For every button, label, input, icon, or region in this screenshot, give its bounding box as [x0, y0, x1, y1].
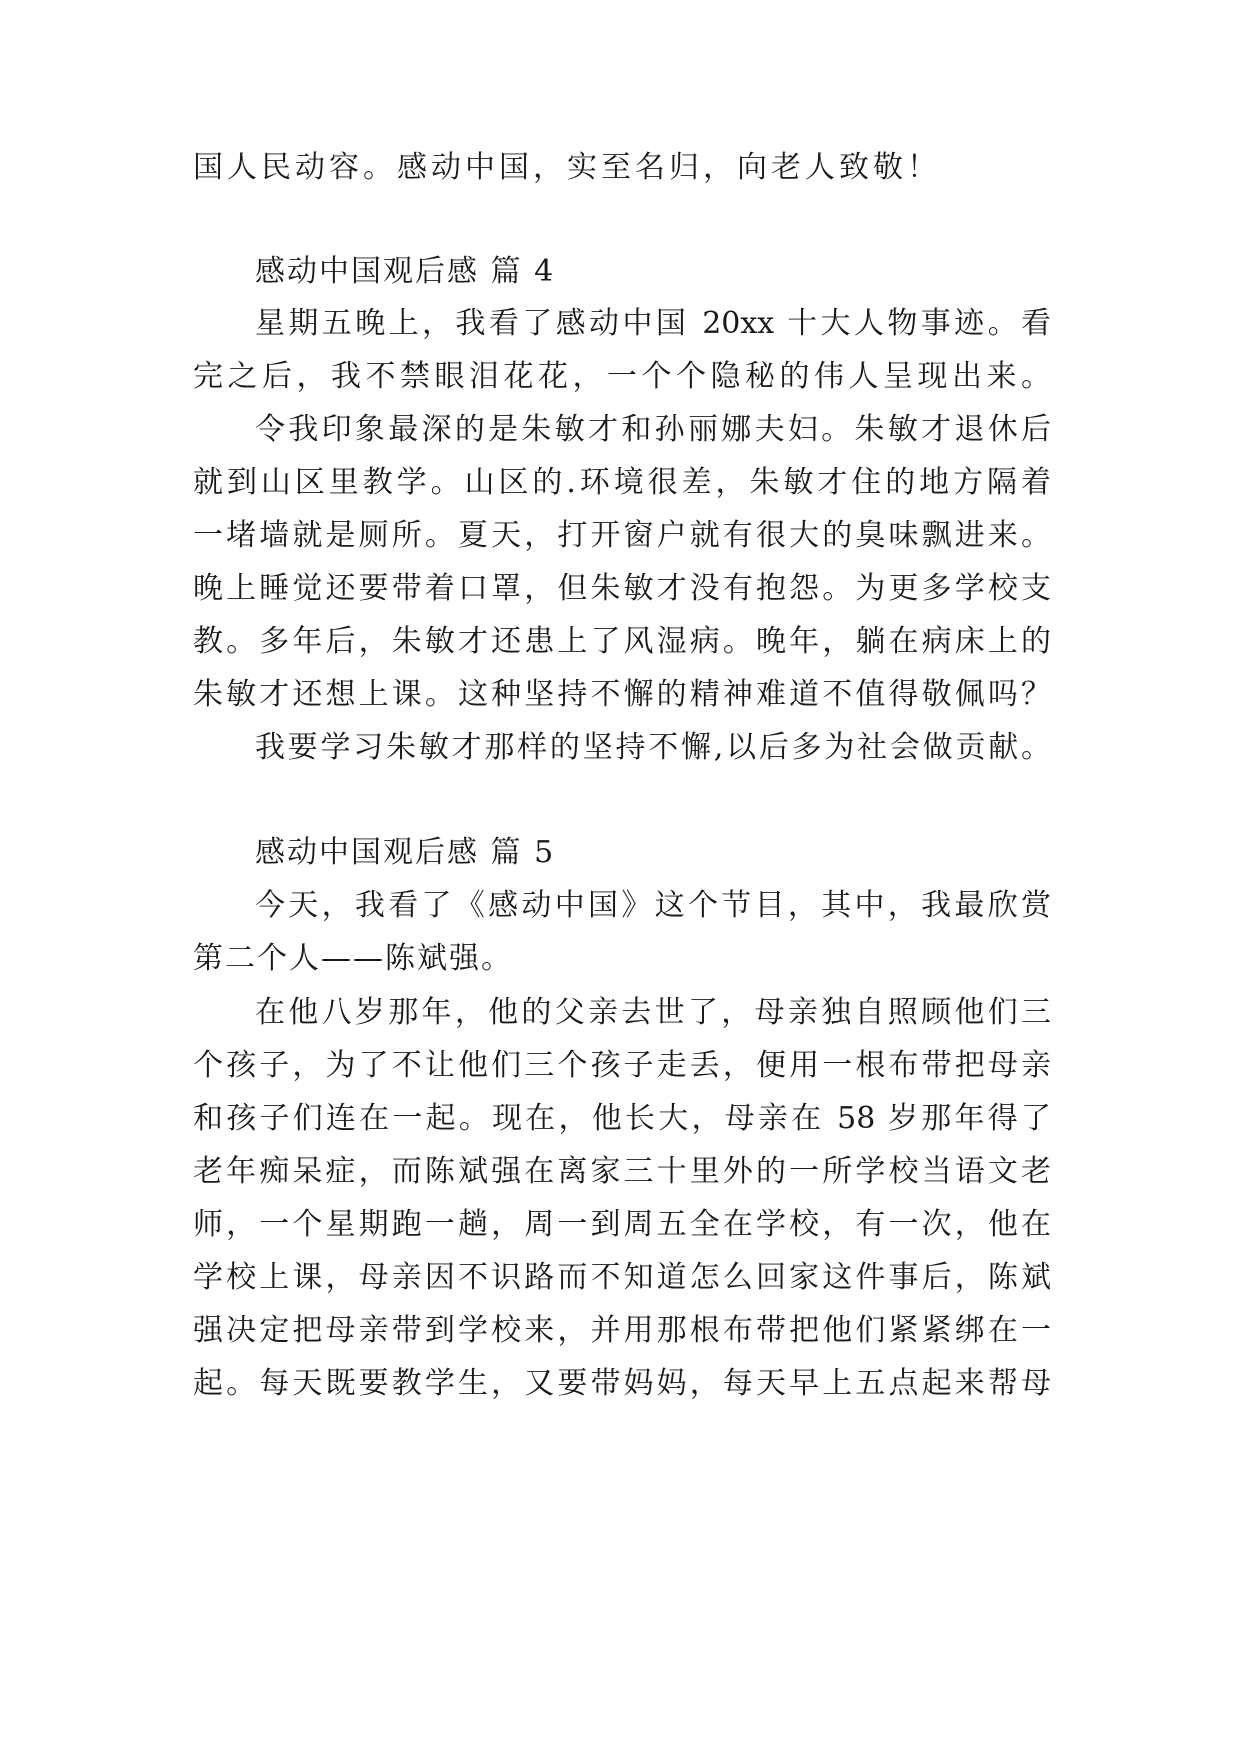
- paragraph-line: 一堵墙就是厕所。夏天，打开窗户就有很大的臭味飘进来。: [193, 518, 1051, 553]
- paragraph-line: 在他八岁那年，他的父亲去世了，母亲独自照顾他们三: [255, 995, 1051, 1030]
- paragraph-line: 和孩子们连在一起。现在，他长大，母亲在 58 岁那年得了: [193, 1101, 1051, 1136]
- paragraph-line: 就到山区里教学。山区的.环境很差，朱敏才住的地方隔着: [193, 465, 1051, 500]
- paragraph-line: 我要学习朱敏才那样的坚持不懈,以后多为社会做贡献。: [255, 730, 1051, 765]
- paragraph-line: 学校上课，母亲因不识路而不知道怎么回家这件事后，陈斌: [193, 1260, 1051, 1295]
- paragraph-line: 星期五晚上，我看了感动中国 20xx 十大人物事迹。看: [255, 306, 1051, 341]
- paragraph-line: 第二个人——陈斌强。: [193, 941, 513, 976]
- section-heading: 感动中国观后感 篇 4: [255, 254, 556, 289]
- paragraph-line: 令我印象最深的是朱敏才和孙丽娜夫妇。朱敏才退休后: [255, 412, 1051, 447]
- paragraph-line: 朱敏才还想上课。这种坚持不懈的精神难道不值得敬佩吗？: [193, 677, 1051, 712]
- paragraph-line: 强决定把母亲带到学校来，并用那根布带把他们紧紧绑在一: [193, 1313, 1051, 1348]
- paragraph-line: 个孩子，为了不让他们三个孩子走丢，便用一根布带把母亲: [193, 1048, 1051, 1083]
- paragraph-line: 老年痴呆症，而陈斌强在离家三十里外的一所学校当语文老: [193, 1154, 1051, 1189]
- paragraph-line: 今天，我看了《感动中国》这个节目，其中，我最欣赏: [255, 888, 1051, 923]
- paragraph-line: 教。多年后，朱敏才还患上了风湿病。晚年，躺在病床上的: [193, 624, 1051, 659]
- paragraph-line: 国人民动容。感动中国，实至名归，向老人致敬！: [193, 150, 941, 185]
- paragraph-line: 师，一个星期跑一趟，周一到周五全在学校，有一次，他在: [193, 1207, 1051, 1242]
- paragraph-line: 晚上睡觉还要带着口罩，但朱敏才没有抱怨。为更多学校支: [193, 571, 1051, 606]
- paragraph-line: 起。每天既要教学生，又要带妈妈，每天早上五点起来帮母: [193, 1366, 1051, 1401]
- section-heading: 感动中国观后感 篇 5: [255, 835, 556, 870]
- paragraph-line: 完之后，我不禁眼泪花花，一个个隐秘的伟人呈现出来。: [193, 359, 1051, 394]
